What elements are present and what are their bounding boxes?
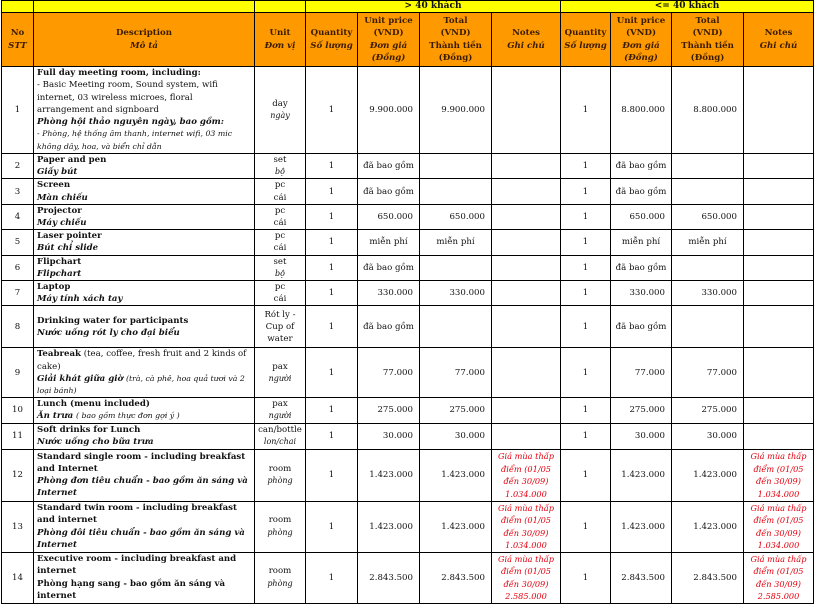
row-total-2 (672, 306, 744, 348)
row-unit: pc cái (255, 204, 306, 229)
row-unit-price-2: đã bao gồm (611, 154, 672, 179)
row-qty: 1 (306, 449, 358, 501)
col-header-unit: Unit Đơn vị (255, 13, 306, 67)
row-total-2: 30.000 (672, 423, 744, 449)
row-unit: pax người (255, 348, 306, 398)
row-total: 77.000 (420, 348, 492, 398)
table-row (2, 230, 814, 255)
row-total (420, 154, 492, 179)
row-description: Standard single room - including breakfast and Internet Phòng đơn tiêu chuẩn - bao gồm ăn sáng và Internet (34, 449, 255, 501)
table-row (2, 552, 814, 603)
row-unit-price-2: 275.000 (611, 398, 672, 423)
row-notes (492, 398, 561, 423)
row-unit-price: 275.000 (358, 398, 420, 423)
row-notes-2 (744, 255, 814, 280)
group-header-blank (34, 1, 255, 13)
table-row (2, 501, 814, 552)
row-notes (492, 348, 561, 398)
row-qty-2: 1 (561, 552, 611, 603)
row-unit-price: 9.900.000 (358, 67, 420, 154)
row-total: 1.423.000 (420, 449, 492, 501)
row-notes-2: Giá mùa thấp điểm (01/05 đến 30/09) 2.585.000 (744, 552, 814, 603)
row-total-2: 8.800.000 (672, 67, 744, 154)
row-qty: 1 (306, 204, 358, 229)
group-header-up-to-40: <= 40 khách (561, 1, 814, 13)
row-unit-price: đã bao gồm (358, 179, 420, 204)
table-row (2, 255, 814, 280)
col-header-unit-price-2: Unit price (VND) Đơn giá (Đồng) (611, 13, 672, 67)
row-no: 1 (2, 67, 34, 154)
row-unit-price-2: đã bao gồm (611, 306, 672, 348)
row-notes-2 (744, 306, 814, 348)
row-qty-2: 1 (561, 501, 611, 552)
row-qty-2: 1 (561, 204, 611, 229)
row-notes (492, 154, 561, 179)
row-notes-2: Giá mùa thấp điểm (01/05 đến 30/09) 1.034.000 (744, 449, 814, 501)
table-row (2, 281, 814, 306)
row-no: 8 (2, 306, 34, 348)
row-unit-price-2: đã bao gồm (611, 255, 672, 280)
row-unit-price-2: 8.800.000 (611, 67, 672, 154)
row-qty-2: 1 (561, 449, 611, 501)
price-quotation-table (1, 0, 814, 604)
row-unit: pax người (255, 398, 306, 423)
row-description: Drinking water for participants Nước uống rót ly cho đại biểu (34, 306, 255, 348)
row-total-2: 77.000 (672, 348, 744, 398)
row-unit-price-2: 77.000 (611, 348, 672, 398)
col-header-total: Total (VND) Thành tiền (Đồng) (420, 13, 492, 67)
row-unit-price: 330.000 (358, 281, 420, 306)
row-unit-price: miễn phí (358, 230, 420, 255)
row-notes-2 (744, 398, 814, 423)
row-description: Laser pointer Bút chỉ slide (34, 230, 255, 255)
row-total (420, 179, 492, 204)
table-row (2, 154, 814, 179)
row-unit-price-2: miễn phí (611, 230, 672, 255)
row-unit: room phòng (255, 501, 306, 552)
row-unit: Rót ly - Cup of water (255, 306, 306, 348)
row-no: 7 (2, 281, 34, 306)
row-qty: 1 (306, 67, 358, 154)
row-unit-price-2: 2.843.500 (611, 552, 672, 603)
row-unit: set bộ (255, 154, 306, 179)
row-total: 650.000 (420, 204, 492, 229)
row-qty-2: 1 (561, 179, 611, 204)
row-no: 6 (2, 255, 34, 280)
row-no: 10 (2, 398, 34, 423)
row-qty: 1 (306, 281, 358, 306)
row-unit-price-2: 1.423.000 (611, 501, 672, 552)
row-qty-2: 1 (561, 255, 611, 280)
row-unit-price: 1.423.000 (358, 449, 420, 501)
row-description: Projector Máy chiếu (34, 204, 255, 229)
group-header-blank (255, 1, 306, 13)
row-no: 3 (2, 179, 34, 204)
row-total (420, 255, 492, 280)
row-total: 275.000 (420, 398, 492, 423)
col-header-notes: Notes Ghi chú (492, 13, 561, 67)
row-qty-2: 1 (561, 230, 611, 255)
row-qty: 1 (306, 348, 358, 398)
row-unit-price: 1.423.000 (358, 501, 420, 552)
row-description: Standard twin room - including breakfast and internet Phòng đôi tiêu chuẩn - bao gồm ăn sáng và Internet (34, 501, 255, 552)
row-description: Soft drinks for Lunch Nước uống cho bữa trưa (34, 423, 255, 449)
row-total-2 (672, 179, 744, 204)
table-row (2, 67, 814, 154)
row-qty: 1 (306, 255, 358, 280)
table-row (2, 423, 814, 449)
row-notes (492, 423, 561, 449)
row-total-2: 275.000 (672, 398, 744, 423)
row-notes-2 (744, 230, 814, 255)
table-row (2, 306, 814, 348)
row-qty: 1 (306, 501, 358, 552)
row-qty-2: 1 (561, 281, 611, 306)
row-notes-2 (744, 281, 814, 306)
col-header-unit-price: Unit price (VND) Đơn giá (Đồng) (358, 13, 420, 67)
table-row (2, 204, 814, 229)
row-qty: 1 (306, 398, 358, 423)
group-header-row (2, 1, 814, 13)
row-qty-2: 1 (561, 398, 611, 423)
row-unit-price-2: đã bao gồm (611, 179, 672, 204)
row-notes-2 (744, 423, 814, 449)
row-total-2 (672, 255, 744, 280)
group-header-blank (2, 1, 34, 13)
row-unit-price-2: 30.000 (611, 423, 672, 449)
row-total: miễn phí (420, 230, 492, 255)
row-total-2: 1.423.000 (672, 501, 744, 552)
row-total: 330.000 (420, 281, 492, 306)
row-total: 9.900.000 (420, 67, 492, 154)
row-qty: 1 (306, 552, 358, 603)
row-qty-2: 1 (561, 423, 611, 449)
row-notes: Giá mùa thấp điểm (01/05 đến 30/09) 1.034.000 (492, 501, 561, 552)
row-no: 9 (2, 348, 34, 398)
row-total-2: 1.423.000 (672, 449, 744, 501)
row-no: 14 (2, 552, 34, 603)
row-notes (492, 67, 561, 154)
row-description: Flipchart Flipchart (34, 255, 255, 280)
row-no: 2 (2, 154, 34, 179)
row-notes-2 (744, 67, 814, 154)
row-total: 30.000 (420, 423, 492, 449)
table-row (2, 348, 814, 398)
row-unit: day ngày (255, 67, 306, 154)
col-header-no: No STT (2, 13, 34, 67)
row-description: Laptop Máy tính xách tay (34, 281, 255, 306)
row-unit: pc cái (255, 230, 306, 255)
col-header-description: Description Mô tả (34, 13, 255, 67)
row-total: 2.843.500 (420, 552, 492, 603)
col-header-quantity-2: Quantity Số lượng (561, 13, 611, 67)
row-no: 11 (2, 423, 34, 449)
row-qty: 1 (306, 423, 358, 449)
row-notes (492, 255, 561, 280)
row-qty: 1 (306, 230, 358, 255)
row-notes: Giá mùa thấp điểm (01/05 đến 30/09) 2.585.000 (492, 552, 561, 603)
row-unit-price: đã bao gồm (358, 306, 420, 348)
column-header-row (2, 13, 814, 67)
row-description: Screen Màn chiếu (34, 179, 255, 204)
row-qty: 1 (306, 154, 358, 179)
row-qty: 1 (306, 306, 358, 348)
col-header-total-2: Total (VND) Thành tiền (Đồng) (672, 13, 744, 67)
row-total-2: 330.000 (672, 281, 744, 306)
row-notes (492, 179, 561, 204)
row-notes (492, 281, 561, 306)
row-unit-price: 30.000 (358, 423, 420, 449)
row-unit-price-2: 650.000 (611, 204, 672, 229)
row-total-2: 2.843.500 (672, 552, 744, 603)
row-unit-price-2: 330.000 (611, 281, 672, 306)
row-qty-2: 1 (561, 306, 611, 348)
row-qty: 1 (306, 179, 358, 204)
row-total-2: 650.000 (672, 204, 744, 229)
row-unit: room phòng (255, 449, 306, 501)
row-notes-2 (744, 348, 814, 398)
row-description: Paper and pen Giấy bút (34, 154, 255, 179)
row-notes (492, 306, 561, 348)
row-unit-price: đã bao gồm (358, 255, 420, 280)
row-notes-2 (744, 179, 814, 204)
row-unit: set bộ (255, 255, 306, 280)
row-no: 13 (2, 501, 34, 552)
row-unit-price-2: 1.423.000 (611, 449, 672, 501)
row-unit-price: 650.000 (358, 204, 420, 229)
row-unit: pc cái (255, 179, 306, 204)
row-notes (492, 230, 561, 255)
row-unit: can/bottle lon/chai (255, 423, 306, 449)
row-qty-2: 1 (561, 154, 611, 179)
row-unit: room phòng (255, 552, 306, 603)
row-total-2: miễn phí (672, 230, 744, 255)
row-description: Executive room - including breakfast and internet Phòng hạng sang - bao gồm ăn sáng và internet (34, 552, 255, 603)
col-header-notes-2: Notes Ghi chú (744, 13, 814, 67)
row-total (420, 306, 492, 348)
row-unit-price: 2.843.500 (358, 552, 420, 603)
row-no: 12 (2, 449, 34, 501)
table-row (2, 449, 814, 501)
row-unit-price: đã bao gồm (358, 154, 420, 179)
row-notes: Giá mùa thấp điểm (01/05 đến 30/09) 1.034.000 (492, 449, 561, 501)
row-qty-2: 1 (561, 67, 611, 154)
row-qty-2: 1 (561, 348, 611, 398)
table-row (2, 179, 814, 204)
table-row (2, 398, 814, 423)
row-notes-2 (744, 154, 814, 179)
row-notes-2 (744, 204, 814, 229)
row-description: Full day meeting room, including: - Basic Meeting room, Sound system, wifi internet, 03 wireless microes, floral arrangement and signboard Phòng hội thảo nguyên ngày, bao gồm: - Phòng, hệ thống âm thanh, internet wifi, 03 mic không dây, hoa, và biển chỉ dẫn (34, 67, 255, 154)
row-unit: pc cái (255, 281, 306, 306)
row-notes (492, 204, 561, 229)
col-header-quantity: Quantity Số lượng (306, 13, 358, 67)
row-total: 1.423.000 (420, 501, 492, 552)
row-notes-2: Giá mùa thấp điểm (01/05 đến 30/09) 1.034.000 (744, 501, 814, 552)
row-no: 5 (2, 230, 34, 255)
group-header-more-than-40: > 40 khách (306, 1, 561, 13)
row-no: 4 (2, 204, 34, 229)
row-description: Lunch (menu included) Ăn trưa ( bao gồm thực đơn gợi ý ) (34, 398, 255, 423)
row-total-2 (672, 154, 744, 179)
row-description: Teabreak (tea, coffee, fresh fruit and 2 kinds of cake) Giải khát giữa giờ (trà, cà phê, hoa quả tươi và 2 loại bánh) (34, 348, 255, 398)
row-unit-price: 77.000 (358, 348, 420, 398)
